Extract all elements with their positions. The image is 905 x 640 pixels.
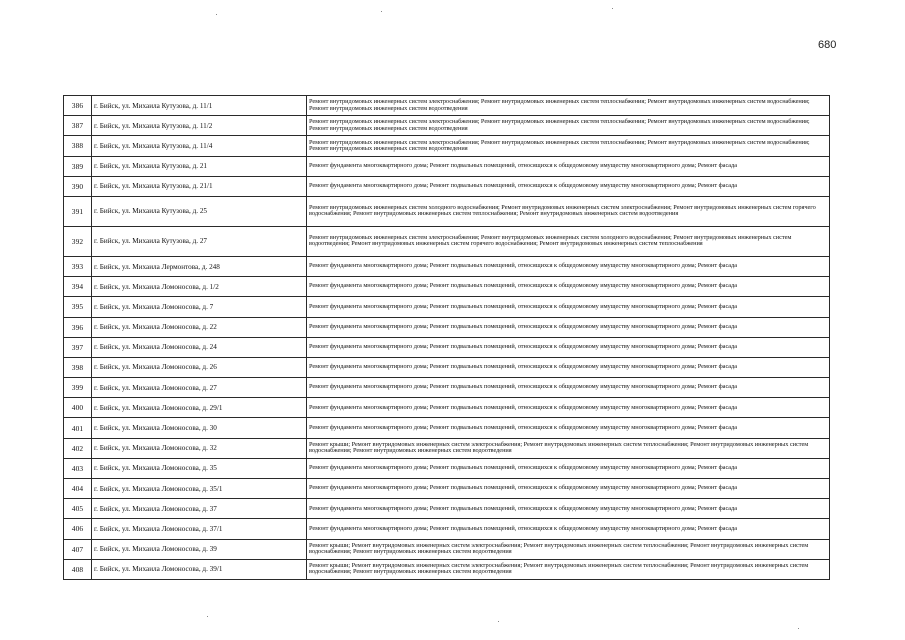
repair-works-cell: Ремонт фундамента многоквартирного дома; Ремонт подвальных помещений, относящихся к общедомовому имуществу многоквартирного дома; Ремонт фасада — [307, 297, 830, 317]
row-number-cell: 392 — [64, 226, 92, 256]
table-row — [64, 357, 830, 377]
table-row — [64, 277, 830, 297]
row-number-cell: 393 — [64, 256, 92, 276]
row-number-cell: 388 — [64, 136, 92, 156]
address-cell: г. Бийск, ул. Михаила Ломоносова, д. 32 — [92, 438, 307, 458]
row-number-cell: 405 — [64, 499, 92, 519]
address-cell: г. Бийск, ул. Михаила Ломоносова, д. 26 — [92, 357, 307, 377]
address-cell: г. Бийск, ул. Михаила Ломоносова, д. 30 — [92, 418, 307, 438]
repair-works-cell: Ремонт внутридомовых инженерных систем электроснабжения; Ремонт внутридомовых инженерных систем холодного водоснабжения; Ремонт внутридомовых инженерных систем водоотведения; Ремонт внутридомовых инженерных систем горячего водоснабжения; Ремонт внутридомовых инженерных систем теплоснабжения — [307, 226, 830, 256]
repair-works-cell: Ремонт фундамента многоквартирного дома; Ремонт подвальных помещений, относящихся к общедомовому имуществу многоквартирного дома; Ремонт фасада — [307, 337, 830, 357]
repair-works-cell: Ремонт фундамента многоквартирного дома; Ремонт подвальных помещений, относящихся к общедомовому имуществу многоквартирного дома; Ремонт фасада — [307, 378, 830, 398]
table-row — [64, 337, 830, 357]
table-row — [64, 317, 830, 337]
table-row — [64, 539, 830, 559]
table-row — [64, 499, 830, 519]
repair-works-cell: Ремонт фундамента многоквартирного дома; Ремонт подвальных помещений, относящихся к общедомовому имуществу многоквартирного дома; Ремонт фасада — [307, 499, 830, 519]
scan-speck — [216, 14, 217, 15]
row-number-cell: 398 — [64, 357, 92, 377]
address-cell: г. Бийск, ул. Михаила Ломоносова, д. 7 — [92, 297, 307, 317]
address-cell: г. Бийск, ул. Михаила Ломоносова, д. 35/1 — [92, 479, 307, 499]
table-row — [64, 297, 830, 317]
row-number-cell: 400 — [64, 398, 92, 418]
repair-works-cell: Ремонт внутридомовых инженерных систем холодного водоснабжения; Ремонт внутридомовых инженерных систем электроснабжения; Ремонт внутридомовых инженерных систем горячего водоснабжения; Ремонт внутридомовых инженерных систем теплоснабжения; Ремонт внутридомовых инженерных систем водоотведения — [307, 196, 830, 226]
repair-works-cell: Ремонт крыши; Ремонт внутридомовых инженерных систем электроснабжения; Ремонт внутридомовых инженерных систем теплоснабжения; Ремонт внутридомовых инженерных систем водоснабжения; Ремонт внутридомовых инженерных систем водоотведения — [307, 438, 830, 458]
address-cell: г. Бийск, ул. Михаила Ломоносова, д. 29/1 — [92, 398, 307, 418]
scan-speck — [381, 11, 382, 12]
repair-works-cell: Ремонт фундамента многоквартирного дома; Ремонт подвальных помещений, относящихся к общедомовому имуществу многоквартирного дома; Ремонт фасада — [307, 458, 830, 478]
table-row — [64, 418, 830, 438]
address-cell: г. Бийск, ул. Михаила Кутузова, д. 11/2 — [92, 116, 307, 136]
table-row — [64, 116, 830, 136]
address-cell: г. Бийск, ул. Михаила Кутузова, д. 11/1 — [92, 96, 307, 116]
address-cell: г. Бийск, ул. Михаила Ломоносова, д. 27 — [92, 378, 307, 398]
table-body — [64, 96, 830, 580]
address-cell: г. Бийск, ул. Михаила Кутузова, д. 21/1 — [92, 176, 307, 196]
page-number: 680 — [818, 39, 837, 51]
address-cell: г. Бийск, ул. Михаила Ломоносова, д. 1/2 — [92, 277, 307, 297]
address-cell: г. Бийск, ул. Михаила Ломоносова, д. 35 — [92, 458, 307, 478]
row-number-cell: 397 — [64, 337, 92, 357]
repair-works-cell: Ремонт фундамента многоквартирного дома; Ремонт подвальных помещений, относящихся к общедомовому имуществу многоквартирного дома; Ремонт фасада — [307, 418, 830, 438]
row-number-cell: 390 — [64, 176, 92, 196]
table-row — [64, 226, 830, 256]
repair-works-cell: Ремонт фундамента многоквартирного дома; Ремонт подвальных помещений, относящихся к общедомовому имуществу многоквартирного дома; Ремонт фасада — [307, 317, 830, 337]
table-row — [64, 176, 830, 196]
address-cell: г. Бийск, ул. Михаила Ломоносова, д. 39/1 — [92, 559, 307, 579]
table-row — [64, 196, 830, 226]
table-row — [64, 438, 830, 458]
address-cell: г. Бийск, ул. Михаила Лермонтова, д. 248 — [92, 256, 307, 276]
row-number-cell: 407 — [64, 539, 92, 559]
table-row — [64, 458, 830, 478]
address-cell: г. Бийск, ул. Михаила Кутузова, д. 21 — [92, 156, 307, 176]
row-number-cell: 401 — [64, 418, 92, 438]
row-number-cell: 396 — [64, 317, 92, 337]
table-row — [64, 256, 830, 276]
row-number-cell: 404 — [64, 479, 92, 499]
repair-works-cell: Ремонт крыши; Ремонт внутридомовых инженерных систем электроснабжения; Ремонт внутридомовых инженерных систем теплоснабжения; Ремонт внутридомовых инженерных систем водоснабжения; Ремонт внутридомовых инженерных систем водоотведения — [307, 539, 830, 559]
row-number-cell: 386 — [64, 96, 92, 116]
table-row — [64, 479, 830, 499]
row-number-cell: 399 — [64, 378, 92, 398]
address-cell: г. Бийск, ул. Михаила Ломоносова, д. 24 — [92, 337, 307, 357]
row-number-cell: 403 — [64, 458, 92, 478]
repair-works-cell: Ремонт фундамента многоквартирного дома; Ремонт подвальных помещений, относящихся к общедомовому имуществу многоквартирного дома; Ремонт фасада — [307, 156, 830, 176]
repair-works-cell: Ремонт фундамента многоквартирного дома; Ремонт подвальных помещений, относящихся к общедомовому имуществу многоквартирного дома; Ремонт фасада — [307, 357, 830, 377]
table-row — [64, 519, 830, 539]
repair-works-cell: Ремонт внутридомовых инженерных систем электроснабжения; Ремонт внутридомовых инженерных систем теплоснабжения; Ремонт внутридомовых инженерных систем водоснабжения; Ремонт внутридомовых инженерных систем водоотведения — [307, 116, 830, 136]
row-number-cell: 391 — [64, 196, 92, 226]
row-number-cell: 395 — [64, 297, 92, 317]
repair-works-cell: Ремонт внутридомовых инженерных систем электроснабжения; Ремонт внутридомовых инженерных систем теплоснабжения; Ремонт внутридомовых инженерных систем водоснабжения; Ремонт внутридомовых инженерных систем водоотведения — [307, 96, 830, 116]
address-cell: г. Бийск, ул. Михаила Кутузова, д. 25 — [92, 196, 307, 226]
repair-works-cell: Ремонт фундамента многоквартирного дома; Ремонт подвальных помещений, относящихся к общедомовому имуществу многоквартирного дома; Ремонт фасада — [307, 277, 830, 297]
address-cell: г. Бийск, ул. Михаила Кутузова, д. 11/4 — [92, 136, 307, 156]
row-number-cell: 389 — [64, 156, 92, 176]
scan-speck — [207, 616, 208, 617]
repair-works-cell: Ремонт фундамента многоквартирного дома; Ремонт подвальных помещений, относящихся к общедомовому имуществу многоквартирного дома; Ремонт фасада — [307, 479, 830, 499]
address-cell: г. Бийск, ул. Михаила Ломоносова, д. 37 — [92, 499, 307, 519]
row-number-cell: 394 — [64, 277, 92, 297]
address-cell: г. Бийск, ул. Михаила Ломоносова, д. 39 — [92, 539, 307, 559]
row-number-cell: 406 — [64, 519, 92, 539]
table-row — [64, 559, 830, 579]
table-row — [64, 156, 830, 176]
row-number-cell: 387 — [64, 116, 92, 136]
repair-works-cell: Ремонт фундамента многоквартирного дома; Ремонт подвальных помещений, относящихся к общедомовому имуществу многоквартирного дома; Ремонт фасада — [307, 256, 830, 276]
repair-works-cell: Ремонт фундамента многоквартирного дома; Ремонт подвальных помещений, относящихся к общедомовому имуществу многоквартирного дома; Ремонт фасада — [307, 176, 830, 196]
repair-works-cell: Ремонт внутридомовых инженерных систем электроснабжения; Ремонт внутридомовых инженерных систем теплоснабжения; Ремонт внутридомовых инженерных систем водоснабжения; Ремонт внутридомовых инженерных систем водоотведения — [307, 136, 830, 156]
address-cell: г. Бийск, ул. Михаила Кутузова, д. 27 — [92, 226, 307, 256]
address-cell: г. Бийск, ул. Михаила Ломоносова, д. 22 — [92, 317, 307, 337]
repair-works-cell: Ремонт фундамента многоквартирного дома; Ремонт подвальных помещений, относящихся к общедомовому имуществу многоквартирного дома; Ремонт фасада — [307, 398, 830, 418]
scan-speck — [798, 628, 799, 629]
table-row — [64, 136, 830, 156]
address-cell: г. Бийск, ул. Михаила Ломоносова, д. 37/1 — [92, 519, 307, 539]
row-number-cell: 402 — [64, 438, 92, 458]
table-row — [64, 96, 830, 116]
repair-works-cell: Ремонт фундамента многоквартирного дома; Ремонт подвальных помещений, относящихся к общедомовому имуществу многоквартирного дома; Ремонт фасада — [307, 519, 830, 539]
repair-works-cell: Ремонт крыши; Ремонт внутридомовых инженерных систем электроснабжения; Ремонт внутридомовых инженерных систем теплоснабжения; Ремонт внутридомовых инженерных систем водоснабжения; Ремонт внутридомовых инженерных систем водоотведения — [307, 559, 830, 579]
table-row — [64, 378, 830, 398]
scan-speck — [498, 621, 499, 622]
housing-repair-table — [63, 95, 830, 580]
row-number-cell: 408 — [64, 559, 92, 579]
table-row — [64, 398, 830, 418]
scan-speck — [612, 8, 613, 9]
